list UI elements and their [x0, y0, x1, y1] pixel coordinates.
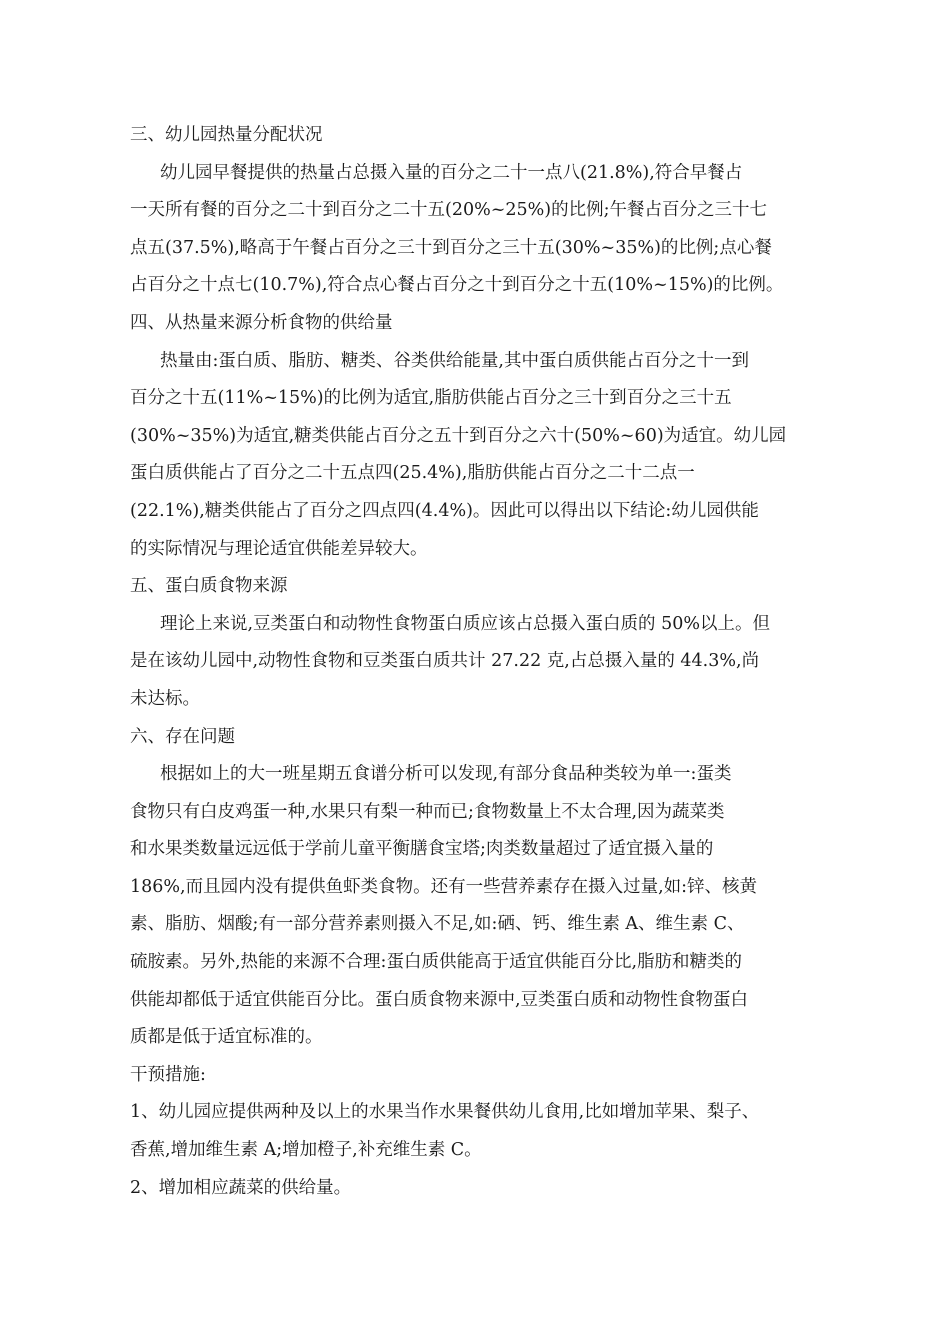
text-line: 供能却都低于适宜供能百分比。蛋白质食物来源中,豆类蛋白质和动物性食物蛋白 [130, 989, 749, 1010]
text-line: 香蕉,增加维生素 A;增加橙子,补充维生素 C。 [130, 1140, 482, 1161]
text-line: 五、蛋白质食物来源 [130, 576, 288, 597]
document-body [130, 117, 810, 1207]
text-line: 六、存在问题 [130, 726, 235, 747]
text-line: 2、增加相应蔬菜的供给量。 [130, 1177, 352, 1198]
text-line: 是在该幼儿园中,动物性食物和豆类蛋白质共计 27.22 克,占总摄入量的 44.3%,尚 [130, 651, 760, 672]
text-line: 一天所有餐的百分之二十到百分之二十五(20%~25%)的比例;午餐占百分之三十七 [130, 200, 768, 221]
text-line: 1、幼儿园应提供两种及以上的水果当作水果餐供幼儿食用,比如增加苹果、梨子、 [130, 1102, 760, 1123]
text-line: 四、从热量来源分析食物的供给量 [130, 312, 393, 333]
text-line: 质都是低于适宜标准的。 [130, 1027, 323, 1048]
text-line: 未达标。 [130, 688, 200, 709]
text-line: 食物只有白皮鸡蛋一种,水果只有梨一种而已;食物数量上不太合理,因为蔬菜类 [130, 801, 725, 822]
text-line: 蛋白质供能占了百分之二十五点四(25.4%),脂肪供能占百分之二十二点一 [130, 463, 695, 484]
text-line: 的实际情况与理论适宜供能差异较大。 [130, 538, 428, 559]
text-line: 热量由:蛋白质、脂肪、糖类、谷类供给能量,其中蛋白质供能占百分之十一到 [160, 350, 749, 371]
text-line: 186%,而且园内没有提供鱼虾类食物。还有一些营养素存在摄入过量,如:锌、核黄 [130, 876, 758, 897]
text-line: 占百分之十点七(10.7%),符合点心餐占百分之十到百分之十五(10%~15%)的比例。 [130, 275, 784, 296]
text-line: 和水果类数量远远低于学前儿童平衡膳食宝塔;肉类数量超过了适宜摄入量的 [130, 839, 714, 860]
text-line: 百分之十五(11%~15%)的比例为适宜,脂肪供能占百分之三十到百分之三十五 [130, 388, 732, 409]
text-line: 三、幼儿园热量分配状况 [130, 125, 323, 145]
text-line: 干预措施: [130, 1064, 206, 1085]
text-line: (30%~35%)为适宜,糖类供能占百分之五十到百分之六十(50%~60)为适宜。幼儿园 [130, 425, 787, 446]
text-line: 素、脂肪、烟酸;有一部分营养素则摄入不足,如:硒、钙、维生素 A、维生素 C、 [130, 914, 745, 935]
text-line: 理论上来说,豆类蛋白和动物性食物蛋白质应该占总摄入蛋白质的 50%以上。但 [160, 613, 771, 634]
text-line: (22.1%),糖类供能占了百分之四点四(4.4%)。因此可以得出以下结论:幼儿园供能 [130, 500, 759, 521]
text-line: 点五(37.5%),略高于午餐占百分之三十到百分之三十五(30%~35%)的比例;点心餐 [130, 237, 772, 258]
text-line: 根据如上的大一班星期五食谱分析可以发现,有部分食品种类较为单一:蛋类 [160, 764, 732, 785]
text-line: 幼儿园早餐提供的热量占总摄入量的百分之二十一点八(21.8%),符合早餐占 [160, 162, 743, 183]
text-line: 硫胺素。另外,热能的来源不合理:蛋白质供能高于适宜供能百分比,脂肪和糖类的 [130, 952, 743, 973]
